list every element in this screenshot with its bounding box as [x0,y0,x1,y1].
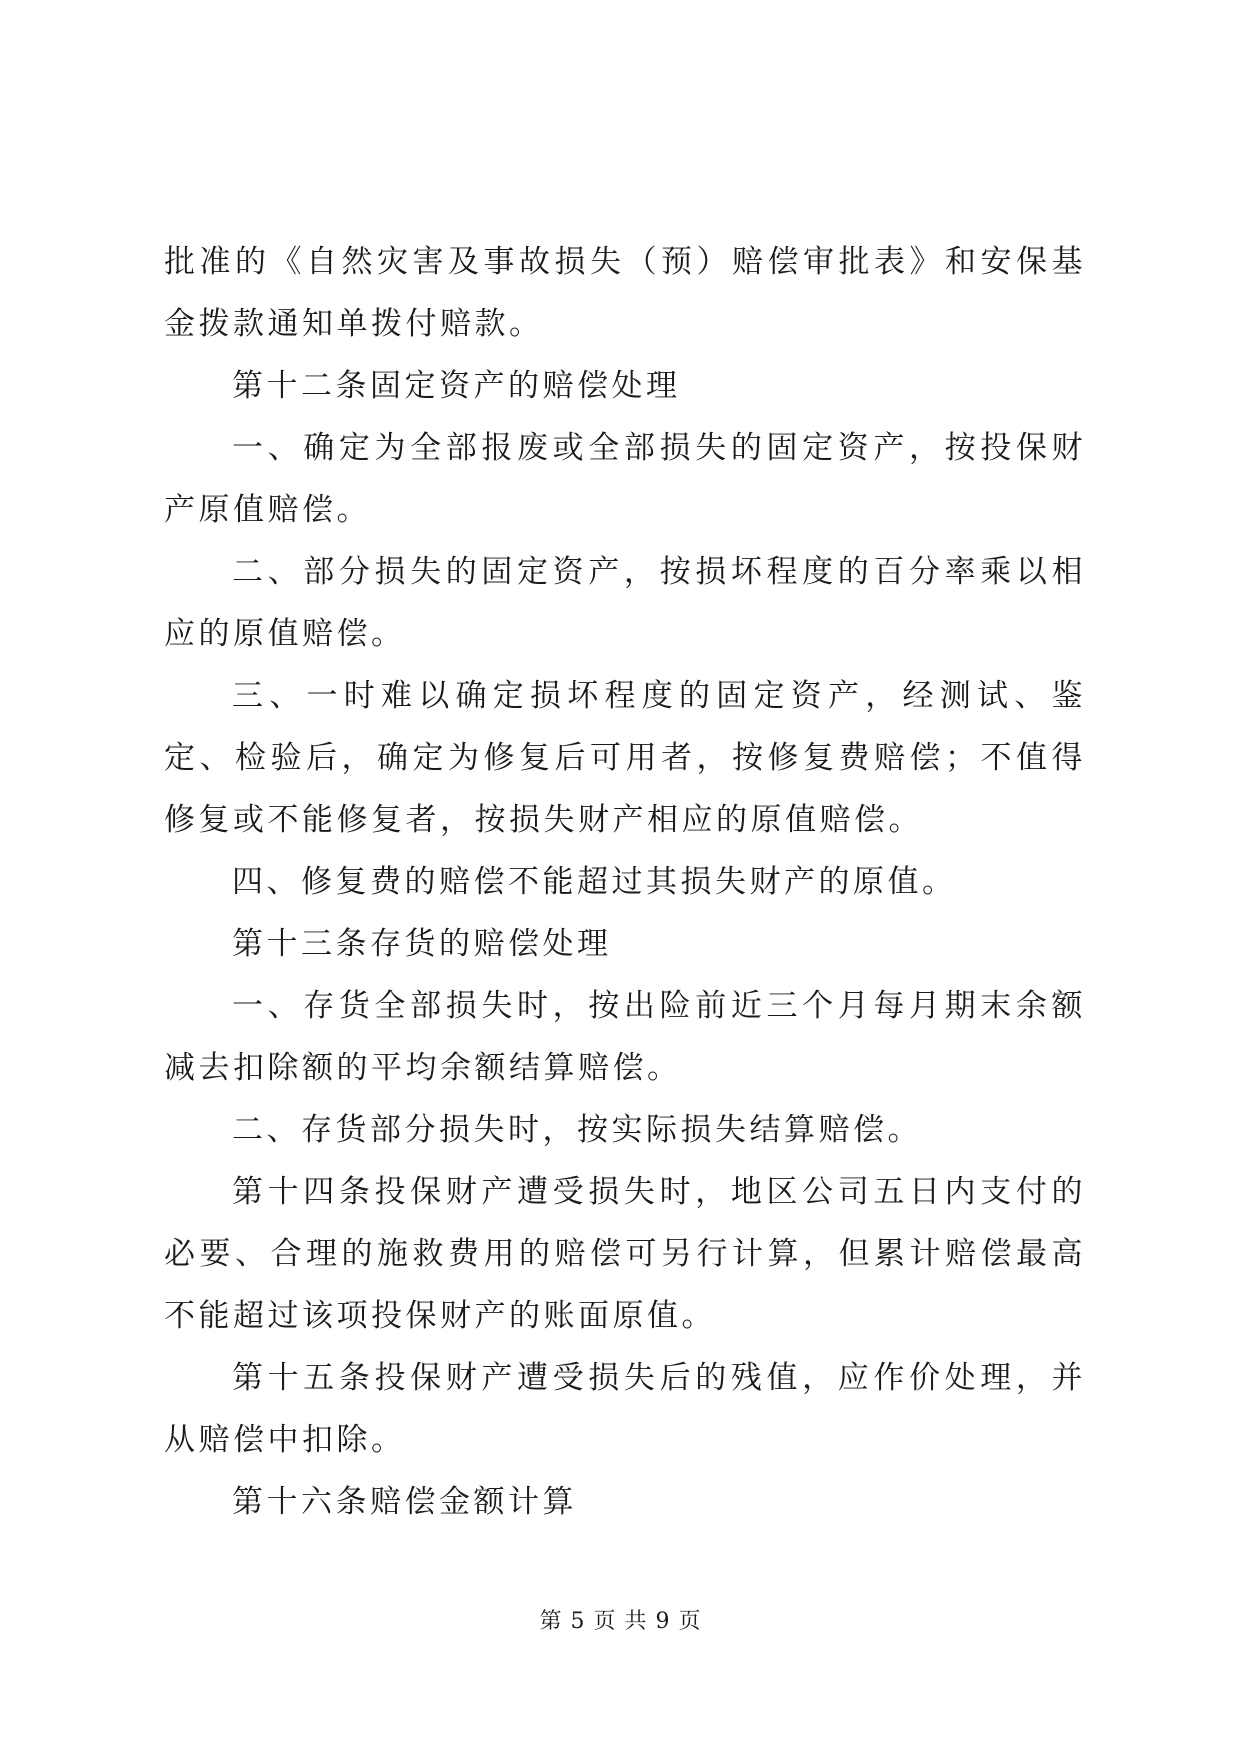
paragraph: 一、存货全部损失时，按出险前近三个月每月期末余额减去扣除额的平均余额结算赔偿。 [164,988,1086,1086]
article-heading: 第十六条赔偿金额计算 [232,1484,577,1520]
article-heading: 第十二条固定资产的赔偿处理 [232,368,681,404]
page-number-footer: 第 5 页 共 9 页 [539,1609,702,1634]
paragraph: 一、确定为全部报废或全部损失的固定资产，按投保财产原值赔偿。 [164,430,1086,528]
document-body [164,231,1086,1533]
article-heading: 第十三条存货的赔偿处理 [232,926,612,962]
paragraph: 四、修复费的赔偿不能超过其损失财产的原值。 [232,864,957,900]
paragraph: 第十五条投保财产遭受损失后的残值，应作价处理，并从赔偿中扣除。 [164,1360,1086,1458]
paragraph: 三、一时难以确定损坏程度的固定资产，经测试、鉴定、检验后，确定为修复后可用者，按修复费赔偿；不值得修复或不能修复者，按损失财产相应的原值赔偿。 [164,678,1086,838]
paragraph: 第十四条投保财产遭受损失时，地区公司五日内支付的必要、合理的施救费用的赔偿可另行计算，但累计赔偿最高不能超过该项投保财产的账面原值。 [164,1174,1086,1334]
paragraph: 二、存货部分损失时，按实际损失结算赔偿。 [232,1112,922,1148]
paragraph: 批准的《自然灾害及事故损失（预）赔偿审批表》和安保基金拨款通知单拨付赔款。 [164,244,1086,342]
paragraph: 二、部分损失的固定资产，按损坏程度的百分率乘以相应的原值赔偿。 [164,554,1086,652]
